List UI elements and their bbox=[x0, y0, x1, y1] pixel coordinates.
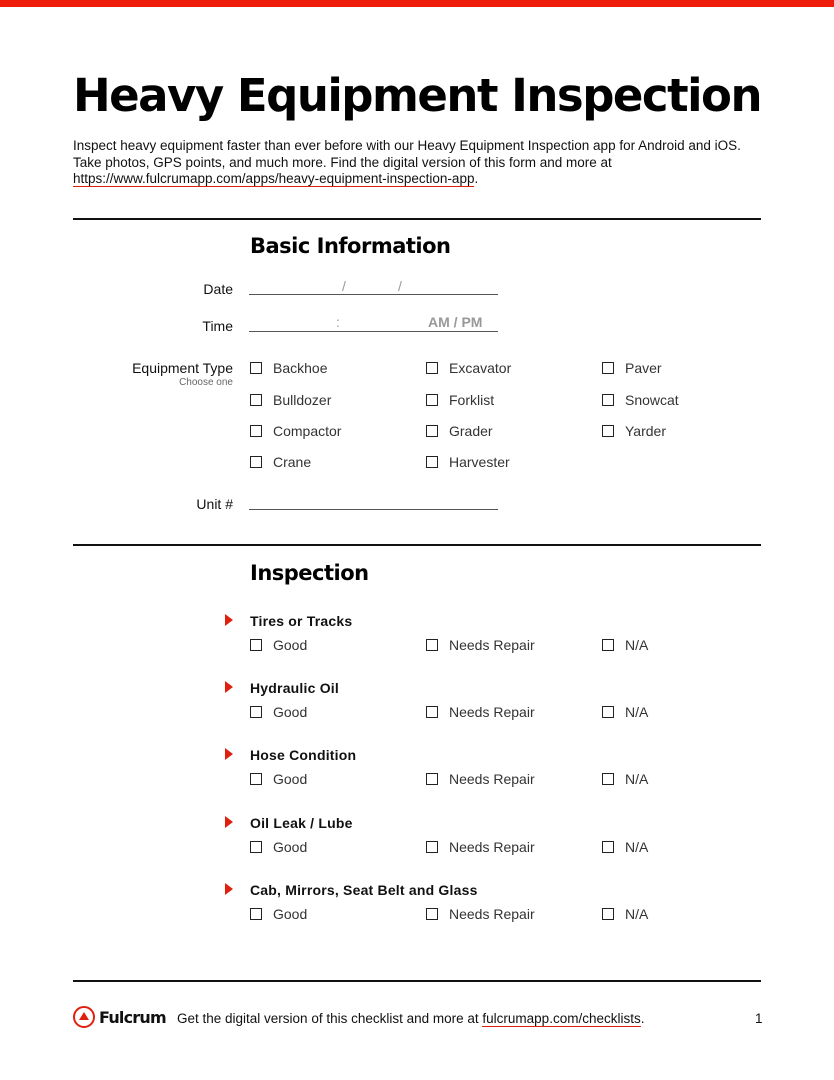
checkbox[interactable] bbox=[426, 362, 438, 374]
intro-line-1: Inspect heavy equipment faster than ever before with our Heavy Equipment Inspection app for Android and iOS. bbox=[73, 138, 741, 153]
red-triangle-icon bbox=[225, 816, 233, 828]
checkbox-label: Good bbox=[273, 771, 308, 787]
equipment-option[interactable] bbox=[250, 392, 331, 408]
intro-line-3 bbox=[73, 171, 773, 188]
footer-text bbox=[177, 1011, 644, 1026]
time-field[interactable] bbox=[249, 331, 498, 332]
checkbox-label: Snowcat bbox=[625, 392, 679, 408]
checklists-link[interactable]: fulcrumapp.com/checklists bbox=[482, 1011, 641, 1026]
red-triangle-icon bbox=[225, 614, 233, 626]
equipment-option[interactable] bbox=[250, 423, 341, 439]
checkbox-label: N/A bbox=[625, 771, 649, 787]
inspection-option[interactable] bbox=[426, 771, 535, 787]
checkbox-label: Crane bbox=[273, 454, 312, 470]
inspection-item-title: Oil Leak / Lube bbox=[250, 815, 353, 831]
checkbox[interactable] bbox=[250, 425, 262, 437]
checkbox-label: Needs Repair bbox=[449, 637, 535, 653]
inspection-item-title: Tires or Tracks bbox=[250, 613, 353, 629]
footer-link-suffix: . bbox=[640, 1011, 645, 1026]
checkbox-label: Needs Repair bbox=[449, 771, 535, 787]
intro-line-2: Take photos, GPS points, and much more. Find the digital version of this form and more at bbox=[73, 154, 612, 170]
unit-number-field[interactable] bbox=[249, 509, 498, 510]
equipment-type-hint: Choose one bbox=[179, 377, 233, 388]
intro-text bbox=[73, 138, 773, 188]
checkbox[interactable] bbox=[250, 456, 262, 468]
inspection-option[interactable] bbox=[426, 839, 535, 855]
checkbox[interactable] bbox=[602, 841, 614, 853]
checkbox-label: Bulldozer bbox=[273, 392, 332, 408]
checkbox-label: N/A bbox=[625, 704, 649, 720]
inspection-option[interactable] bbox=[426, 906, 535, 922]
checkbox-label: Yarder bbox=[625, 423, 666, 439]
checkbox[interactable] bbox=[602, 639, 614, 651]
date-separator-2: / bbox=[398, 278, 402, 294]
inspection-option[interactable] bbox=[602, 637, 648, 653]
date-label: Date bbox=[203, 281, 233, 297]
checkbox[interactable] bbox=[250, 908, 262, 920]
page-number: 1 bbox=[755, 1011, 763, 1026]
checkbox[interactable] bbox=[426, 639, 438, 651]
divider-bottom bbox=[73, 980, 761, 982]
equipment-option[interactable] bbox=[250, 360, 327, 376]
red-triangle-icon bbox=[225, 681, 233, 693]
inspection-item-title: Hydraulic Oil bbox=[250, 680, 339, 696]
checkbox-label: Good bbox=[273, 839, 308, 855]
date-field[interactable] bbox=[249, 294, 498, 295]
equipment-option[interactable] bbox=[426, 454, 510, 470]
checkbox[interactable] bbox=[602, 706, 614, 718]
footer-message: Get the digital version of this checklist and more at bbox=[177, 1011, 483, 1026]
checkbox-label: N/A bbox=[625, 637, 649, 653]
inspection-option[interactable] bbox=[250, 771, 307, 787]
equipment-option[interactable] bbox=[602, 360, 662, 376]
fulcrum-logo-text: Fulcrum bbox=[99, 1007, 166, 1027]
section-title-inspection: Inspection bbox=[250, 561, 369, 585]
divider-middle bbox=[73, 544, 761, 546]
checkbox-label: Needs Repair bbox=[449, 704, 535, 720]
divider-top bbox=[73, 218, 761, 220]
top-accent-bar bbox=[0, 0, 834, 7]
inspection-option[interactable] bbox=[602, 906, 648, 922]
intro-link-suffix: . bbox=[474, 171, 479, 186]
checkbox[interactable] bbox=[426, 773, 438, 785]
checkbox[interactable] bbox=[602, 425, 614, 437]
equipment-option[interactable] bbox=[426, 423, 493, 439]
equipment-option[interactable] bbox=[602, 392, 679, 408]
checkbox-label: Forklist bbox=[449, 392, 495, 408]
checkbox[interactable] bbox=[426, 908, 438, 920]
equipment-option[interactable] bbox=[602, 423, 666, 439]
inspection-option[interactable] bbox=[250, 906, 307, 922]
checkbox-label: Backhoe bbox=[273, 360, 328, 376]
checkbox[interactable] bbox=[250, 706, 262, 718]
checkbox[interactable] bbox=[602, 773, 614, 785]
equipment-type-label: Equipment Type bbox=[132, 360, 233, 376]
inspection-option[interactable] bbox=[426, 704, 535, 720]
checkbox[interactable] bbox=[250, 639, 262, 651]
time-label: Time bbox=[202, 318, 233, 334]
checkbox-label: Compactor bbox=[273, 423, 342, 439]
checkbox[interactable] bbox=[426, 425, 438, 437]
checkbox-label: Paver bbox=[625, 360, 662, 376]
equipment-option[interactable] bbox=[250, 454, 311, 470]
time-separator: : bbox=[336, 314, 340, 330]
checkbox[interactable] bbox=[426, 456, 438, 468]
date-separator-1: / bbox=[342, 278, 346, 294]
inspection-option[interactable] bbox=[426, 637, 535, 653]
red-triangle-icon bbox=[225, 883, 233, 895]
app-link[interactable]: https://www.fulcrumapp.com/apps/heavy-equipment-inspection-app bbox=[73, 171, 475, 186]
checkbox-label: Needs Repair bbox=[449, 906, 535, 922]
checkbox-label: N/A bbox=[625, 839, 649, 855]
inspection-option[interactable] bbox=[250, 704, 307, 720]
checkbox[interactable] bbox=[602, 908, 614, 920]
section-title-basic-information: Basic Information bbox=[250, 234, 451, 258]
equipment-option[interactable] bbox=[426, 392, 494, 408]
fulcrum-logo bbox=[73, 1006, 166, 1028]
inspection-item-title: Hose Condition bbox=[250, 747, 357, 763]
inspection-item-title: Cab, Mirrors, Seat Belt and Glass bbox=[250, 882, 478, 898]
checkbox-label: N/A bbox=[625, 906, 649, 922]
checkbox[interactable] bbox=[250, 841, 262, 853]
checkbox-label: Good bbox=[273, 637, 308, 653]
checkbox-label: Needs Repair bbox=[449, 839, 535, 855]
inspection-option[interactable] bbox=[602, 771, 648, 787]
inspection-option[interactable] bbox=[250, 839, 307, 855]
checkbox[interactable] bbox=[250, 773, 262, 785]
equipment-option[interactable] bbox=[426, 360, 511, 376]
checkbox-label: Grader bbox=[449, 423, 493, 439]
inspection-option[interactable] bbox=[250, 637, 307, 653]
checkbox[interactable] bbox=[602, 394, 614, 406]
page-title: Heavy Equipment Inspection bbox=[73, 69, 761, 122]
checkbox[interactable] bbox=[426, 841, 438, 853]
inspection-option[interactable] bbox=[602, 704, 648, 720]
checkbox-label: Good bbox=[273, 704, 308, 720]
checkbox[interactable] bbox=[426, 394, 438, 406]
checkbox[interactable] bbox=[602, 362, 614, 374]
inspection-option[interactable] bbox=[602, 839, 648, 855]
checkbox-label: Good bbox=[273, 906, 308, 922]
checkbox[interactable] bbox=[250, 394, 262, 406]
checkbox[interactable] bbox=[250, 362, 262, 374]
checkbox[interactable] bbox=[426, 706, 438, 718]
am-pm-hint: AM / PM bbox=[428, 314, 483, 330]
checkbox-label: Excavator bbox=[449, 360, 512, 376]
unit-number-label: Unit # bbox=[196, 496, 233, 512]
checkbox-label: Harvester bbox=[449, 454, 510, 470]
red-triangle-icon bbox=[225, 748, 233, 760]
fulcrum-logo-icon bbox=[73, 1006, 95, 1028]
